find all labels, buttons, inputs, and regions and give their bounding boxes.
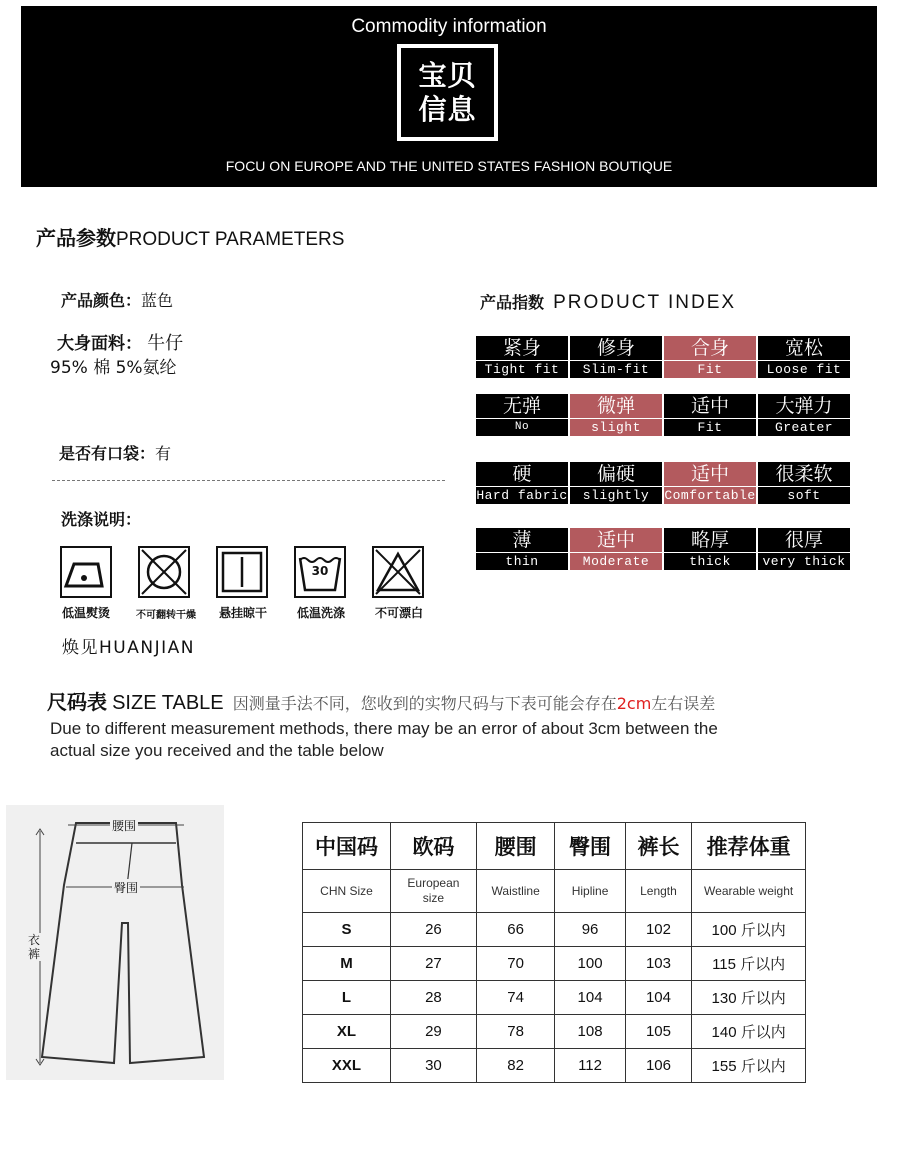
table-cell: 78 — [476, 1015, 555, 1049]
size-title-en: SIZE TABLE — [112, 692, 224, 714]
table-cell: 103 — [625, 947, 692, 981]
index-cell — [758, 462, 850, 504]
index-cell-zh: 合身 — [664, 336, 756, 360]
color-value: 蓝色 — [141, 291, 174, 310]
table-cell: 28 — [391, 981, 477, 1015]
care-label: 悬挂晾干 — [218, 606, 267, 620]
index-cell-en: Moderate — [570, 553, 662, 570]
divider — [52, 480, 445, 481]
table-cell: 70 — [476, 947, 555, 981]
table-cell: 26 — [391, 913, 477, 947]
params-title-en: PRODUCT PARAMETERS — [116, 229, 345, 250]
index-cell-en: Greater — [758, 419, 850, 436]
index-cell-en: slightly — [570, 487, 662, 504]
care-item — [60, 546, 112, 602]
index-cell — [476, 462, 568, 504]
banner-top-text: Commodity information — [351, 16, 547, 37]
index-cell — [476, 394, 568, 450]
header-cell-zh: 中国码 — [303, 823, 391, 870]
index-cell — [476, 528, 568, 570]
index-cell-zh: 适中 — [570, 528, 662, 552]
iron-low-temp-icon — [60, 546, 112, 598]
table-row — [303, 1015, 806, 1049]
index-cell-en: Loose fit — [758, 361, 850, 378]
header-cell-zh: 推荐体重 — [692, 823, 806, 870]
index-cell-en: Hard fabric — [476, 488, 568, 503]
table-cell: 104 — [625, 981, 692, 1015]
table-cell: 30 — [391, 1049, 477, 1083]
hang-dry-icon — [216, 546, 268, 598]
index-cell-en: Fit — [664, 419, 756, 436]
header-cell-zh: 臀围 — [555, 823, 625, 870]
table-cell: 82 — [476, 1049, 555, 1083]
index-cell-zh: 宽松 — [758, 336, 850, 360]
diagram-waist-label: 腰围 — [112, 819, 137, 833]
wash-label: 洗涤说明： — [61, 510, 142, 529]
params-title-zh: 产品参数 — [36, 226, 116, 250]
index-cell-zh: 无弹 — [476, 394, 568, 418]
diagram-length-label: 衣裤 — [28, 933, 41, 961]
color-param — [61, 288, 173, 311]
table-row — [303, 913, 806, 947]
index-cell — [758, 336, 850, 378]
index-title — [480, 290, 736, 314]
index-cell-en: very thick — [758, 553, 850, 570]
table-cell: 74 — [476, 981, 555, 1015]
index-cell — [664, 394, 756, 436]
index-cell-zh: 紧身 — [476, 336, 568, 360]
index-cell-en: Comfortable — [664, 488, 756, 503]
table-cell: XL — [303, 1015, 391, 1049]
banner-box-line1: 宝贝 — [418, 58, 477, 92]
index-cell-zh: 微弹 — [570, 394, 662, 418]
size-note-zh — [233, 694, 716, 713]
table-cell: 27 — [391, 947, 477, 981]
table-row — [303, 981, 806, 1015]
size-note-zh-red: 2cm — [616, 694, 652, 713]
pocket-param — [59, 441, 171, 464]
index-cell — [664, 462, 756, 504]
table-cell: 100 — [555, 947, 625, 981]
size-table — [302, 822, 806, 1083]
table-header-zh — [303, 823, 806, 870]
table-cell: 105 — [625, 1015, 692, 1049]
fabric-label: 大身面料： — [57, 334, 142, 354]
header-banner — [21, 6, 877, 187]
banner-title-box — [397, 44, 498, 141]
table-header-en — [303, 870, 806, 913]
index-cell — [664, 528, 756, 570]
table-cell: XXL — [303, 1049, 391, 1083]
header-cell-zh: 欧码 — [391, 823, 477, 870]
header-cell-zh: 裤长 — [625, 823, 692, 870]
index-cell — [570, 394, 662, 436]
color-label: 产品颜色： — [61, 291, 142, 310]
care-label: 低温洗涤 — [296, 606, 345, 620]
diagram-hip-label: 臀围 — [114, 881, 139, 895]
index-cell — [570, 336, 662, 378]
no-tumble-dry-icon — [138, 546, 190, 598]
table-cell: 102 — [625, 913, 692, 947]
index-cell-en: soft — [758, 487, 850, 504]
banner-box-line2: 信息 — [418, 92, 477, 126]
care-label: 不可翻转干燥 — [136, 610, 196, 621]
table-cell: 106 — [625, 1049, 692, 1083]
wash-temp: 30 — [311, 564, 329, 578]
size-note-en — [50, 718, 718, 762]
size-note-en-2: actual size you received and the table below — [50, 741, 384, 760]
care-item — [138, 546, 190, 602]
fabric-param — [57, 329, 183, 355]
table-cell: 155 斤以内 — [692, 1049, 806, 1083]
index-cell-en: Slim-fit — [570, 361, 662, 378]
table-cell: 140 斤以内 — [692, 1015, 806, 1049]
index-cell-zh: 修身 — [570, 336, 662, 360]
fabric-value: 牛仔 — [147, 333, 184, 354]
index-cell-en: slight — [570, 419, 662, 436]
index-cell-en: Tight fit — [476, 361, 568, 378]
table-cell: 104 — [555, 981, 625, 1015]
index-cell — [570, 462, 662, 504]
index-cell — [664, 336, 756, 378]
table-cell: 66 — [476, 913, 555, 947]
index-cell — [570, 528, 662, 570]
size-title-zh: 尺码表 — [47, 690, 107, 714]
fabric-composition: 95% 棉 5%氨纶 — [50, 358, 177, 378]
index-cell-zh: 适中 — [664, 462, 756, 486]
table-row — [303, 1049, 806, 1083]
header-cell-en: Waistline — [476, 870, 555, 913]
table-cell: 96 — [555, 913, 625, 947]
size-note-en-1: Due to different measurement methods, there may be an error of about 3cm between the — [50, 719, 718, 738]
table-cell: M — [303, 947, 391, 981]
pants-diagram — [6, 805, 224, 1080]
header-cell-zh: 腰围 — [476, 823, 555, 870]
table-row — [303, 947, 806, 981]
care-item — [294, 546, 346, 602]
index-cell-zh: 很厚 — [758, 528, 850, 552]
header-cell-en: European size — [391, 870, 477, 913]
index-cell-zh: 大弹力 — [758, 394, 850, 418]
size-note-zh-1: 因测量手法不同，您收到的实物尺码与下表可能会存在 — [232, 694, 617, 713]
index-cell-zh: 硬 — [476, 462, 568, 486]
index-cell — [758, 394, 850, 436]
no-bleach-icon — [372, 546, 424, 598]
table-cell: 100 斤以内 — [692, 913, 806, 947]
pocket-value: 有 — [155, 444, 172, 463]
header-cell-en: Hipline — [555, 870, 625, 913]
index-cell-zh: 很柔软 — [758, 462, 850, 486]
index-cell-zh: 略厚 — [664, 528, 756, 552]
index-grid — [476, 336, 852, 576]
index-cell-en: No elasticity — [476, 419, 568, 436]
care-label: 低温熨烫 — [61, 606, 110, 620]
header-cell-en: Length — [625, 870, 692, 913]
index-cell-zh: 偏硬 — [570, 462, 662, 486]
index-cell — [476, 336, 568, 378]
header-cell-en: Wearable weight — [692, 870, 806, 913]
index-cell-en: thick — [664, 553, 756, 570]
table-cell: 115 斤以内 — [692, 947, 806, 981]
params-title — [36, 222, 344, 251]
index-cell-en: thin — [476, 553, 568, 570]
index-title-en: PRODUCT INDEX — [553, 292, 737, 313]
index-cell-en: Fit — [664, 361, 756, 378]
index-cell-zh: 适中 — [664, 394, 756, 418]
pocket-label: 是否有口袋： — [59, 444, 156, 463]
table-cell: 108 — [555, 1015, 625, 1049]
care-item — [216, 546, 268, 602]
table-cell: 112 — [555, 1049, 625, 1083]
care-label: 不可漂白 — [374, 606, 423, 620]
table-cell: L — [303, 981, 391, 1015]
size-title — [47, 686, 715, 715]
table-cell: 130 斤以内 — [692, 981, 806, 1015]
care-item — [372, 546, 424, 602]
banner-bottom-text: FOCU ON EUROPE AND THE UNITED STATES FASHION BOUTIQUE — [225, 158, 673, 174]
table-cell: S — [303, 913, 391, 947]
size-note-zh-2: 左右误差 — [651, 694, 716, 713]
header-cell-en: CHN Size — [303, 870, 391, 913]
index-cell-zh: 薄 — [476, 528, 568, 552]
index-cell — [758, 528, 850, 570]
index-title-zh: 产品指数 — [480, 293, 545, 312]
table-cell: 29 — [391, 1015, 477, 1049]
brand-name: 焕见HUANJIAN — [62, 638, 195, 658]
